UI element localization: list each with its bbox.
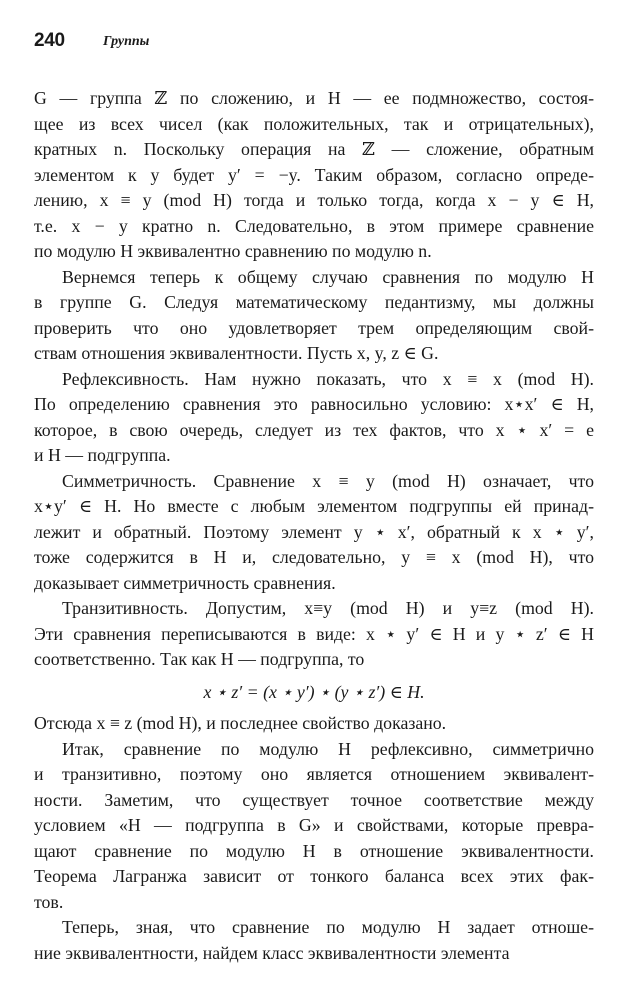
text-line: условием «H — подгруппа в G» и свойствами, которые превра- xyxy=(34,815,594,835)
running-head: Группы xyxy=(103,34,150,49)
paragraph-symmetry xyxy=(34,469,594,597)
text-line: т.е. x − y кратно n. Следовательно, в этом примере сравнение xyxy=(34,215,594,236)
text-line: щают сравнение по модулю H в отношение эквивалентности. xyxy=(34,840,594,861)
text-line: тов. xyxy=(34,891,64,912)
text-line: ствам отношения эквивалентности. Пусть x, y, z ∈ G. xyxy=(34,343,439,363)
text-line: элементом к y будет y′ = −y. Таким образом, согласно опреде- xyxy=(34,164,594,185)
paragraph-transitivity-conclusion xyxy=(34,711,594,737)
text-line: которое, в свою очередь, следует из тех фактов, что x ⋆ x′ = e xyxy=(34,419,594,440)
text-line: ности. Заметим, что существует точное соответствие между xyxy=(34,789,594,810)
text-line: Эти сравнения переписываются в виде: x ⋆ y′ ∈ H и y ⋆ z′ ∈ H xyxy=(34,623,594,644)
text-line: x⋆y′ ∈ H. Но вместе с любым элементом подгруппы ей принад- xyxy=(34,496,594,516)
text-line: Рефлексивность. Нам нужно показать, что x ≡ x (mod H). xyxy=(62,368,594,389)
paragraph-general-case xyxy=(34,265,594,367)
text-line: в группе G. Следуя математическому педантизму, мы должны xyxy=(34,292,594,312)
text-line: тоже содержится в H и, следовательно, y ≡ x (mod H), что xyxy=(34,547,594,567)
paragraph-transitivity xyxy=(34,596,594,673)
text-body xyxy=(34,86,594,966)
text-line: доказывает симметричность сравнения. xyxy=(34,572,336,593)
text-line: по модулю H эквивалентно сравнению по модулю n. xyxy=(34,241,432,261)
text-line: Отсюда x ≡ z (mod H), и последнее свойство доказано. xyxy=(34,713,447,733)
text-line: лению, x ≡ y (mod H) тогда и только тогда, когда x − y ∈ H, xyxy=(34,190,594,210)
text-line: G — группа ℤ по сложению, и H — ее подмножество, состоя- xyxy=(34,88,594,108)
page-header xyxy=(34,29,594,53)
text-line: Вернемся теперь к общему случаю сравнения по модулю H xyxy=(62,266,594,287)
paragraph-summary xyxy=(34,737,594,916)
page-number: 240 xyxy=(34,30,65,51)
text-line: Симметричность. Сравнение x ≡ y (mod H) означает, что xyxy=(62,470,594,491)
text-line: щее из всех чисел (как положительных, так и отрицательных), xyxy=(34,113,594,134)
paragraph-reflexivity xyxy=(34,367,594,469)
text-line: Теперь, зная, что сравнение по модулю H задает отноше- xyxy=(62,917,594,937)
paragraph-example-conclusion xyxy=(34,86,594,265)
display-formula: x ⋆ z′ = (x ⋆ y′) ⋆ (y ⋆ z′) ∈ H. xyxy=(203,681,425,702)
text-line: и H — подгруппа. xyxy=(34,445,171,465)
text-line: Итак, сравнение по модулю H рефлексивно, симметрично xyxy=(62,738,594,759)
text-line: ние эквивалентности, найдем класс эквивалентности элемента xyxy=(34,942,510,963)
text-line: соответственно. Так как H — подгруппа, то xyxy=(34,649,365,669)
text-line: Теорема Лагранжа зависит от тонкого баланса всех этих фак- xyxy=(34,866,594,886)
text-line: По определению сравнения это равносильно условию: x⋆x′ ∈ H, xyxy=(34,394,594,414)
paragraph-equivalence-class xyxy=(34,915,594,966)
text-line: проверить что оно удовлетворяет трем определяющим свой- xyxy=(34,317,594,338)
text-line: и транзитивно, поэтому оно является отношением эквивалент- xyxy=(34,764,594,784)
text-line: кратных n. Поскольку операция на ℤ — сложение, обратным xyxy=(34,139,594,159)
text-line: лежит и обратный. Поэтому элемент y ⋆ x′, обратный к x ⋆ y′, xyxy=(34,521,594,542)
text-line: Транзитивность. Допустим, x≡y (mod H) и y≡z (mod H). xyxy=(62,598,594,618)
